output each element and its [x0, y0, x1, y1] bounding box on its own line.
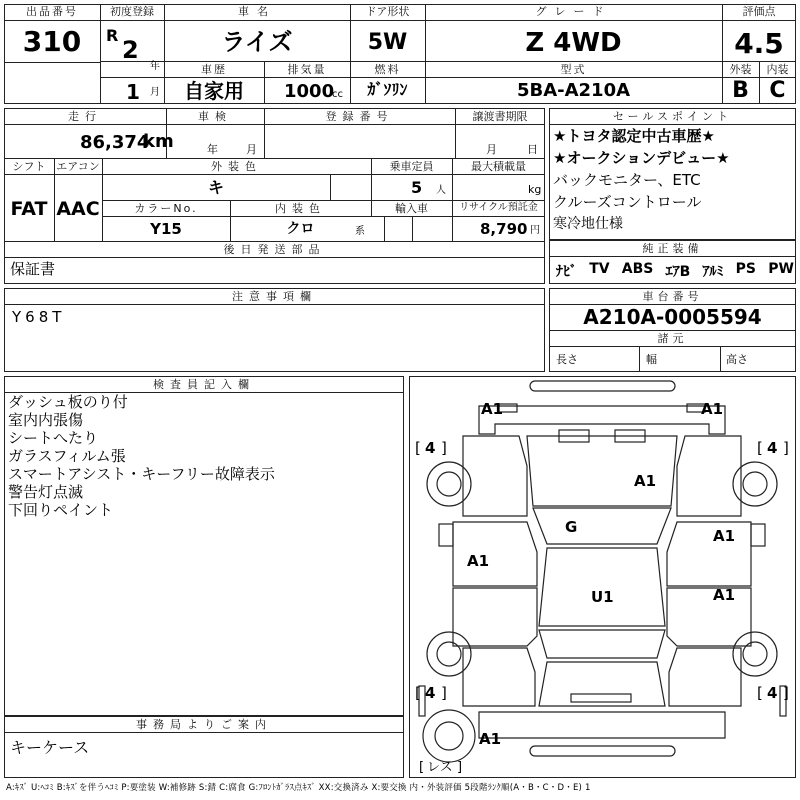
inspector-line: シートへたり — [8, 429, 99, 447]
equip-item: PW — [768, 261, 794, 277]
shift-label: シフト — [12, 160, 46, 173]
legend: A:ｷｽﾞ U:ﾍｺﾐ B:ｷｽﾞを伴うﾍｺﾐ P:要塗装 W:補修跡 S:錆 C:腐食 G:ﾌﾛﾝﾄｶﾞﾗｽ点ｷｽﾞ XX:交換済み X:要交換 内・外装評価 5段階ﾗﾝｸ順(A・B・C・D・E) 1 — [6, 783, 591, 793]
fuel-label: 燃料 — [374, 63, 401, 76]
front-door-left — [453, 522, 537, 586]
grade-label: グレード — [535, 5, 612, 18]
rear-door-right — [667, 588, 751, 646]
load-label: 最大積載量 — [471, 160, 526, 173]
model-label: 型式 — [560, 63, 587, 76]
rear-plate — [571, 694, 631, 702]
inspector-line: 室内内張傷 — [8, 411, 84, 429]
color-label: 外装色 — [211, 160, 262, 173]
front-fender-left — [463, 436, 527, 516]
reg-label: 初度登録 — [110, 5, 154, 18]
inspector-line: ダッシュ板のり付 — [8, 393, 128, 411]
equip-item: ﾅﾋﾞ — [556, 264, 577, 280]
rear-fender-right — [669, 648, 741, 706]
reg-era: R — [106, 26, 119, 45]
spec-length: 長さ — [556, 353, 578, 366]
lot-number: 310 — [22, 25, 82, 58]
equip-item: TV — [589, 261, 610, 277]
recycle-label: リサイクル預託金 — [459, 202, 538, 213]
sales-line: ★トヨタ認定中古車歴★ — [553, 127, 715, 145]
mark-glass: G — [565, 518, 578, 536]
int-color-suffix: 系 — [355, 226, 365, 237]
lot-label: 出品番号 — [26, 5, 78, 18]
mark-door-right-rear: A1 — [713, 586, 736, 604]
mark-hood: A1 — [634, 472, 657, 490]
inspect-year-unit: 年 — [207, 143, 218, 156]
tire-depth-fl-val: 4 — [425, 439, 436, 457]
score-label: 評価点 — [742, 5, 776, 18]
notes-label: 注意事項欄 — [232, 290, 317, 303]
front-door-right — [667, 522, 751, 586]
hist-label: 車歴 — [201, 63, 227, 76]
rear-bumper — [479, 712, 725, 738]
tire-depth-fr: [ — [757, 439, 763, 457]
ext-grade: B — [732, 78, 749, 103]
disp-unit: cc — [332, 89, 343, 100]
tire-depth-fr-val: 4 — [767, 439, 778, 457]
reg-year: 2 — [122, 36, 139, 64]
tire-depth-fl: [ — [415, 439, 421, 457]
mark-front-left: A1 — [481, 400, 504, 418]
car-name: ライズ — [221, 28, 293, 56]
hood — [527, 436, 677, 506]
spec-label: 諸元 — [657, 332, 688, 345]
tire-fl — [427, 462, 471, 506]
svg-text:]: ] — [783, 439, 789, 457]
chassis-label: 車台番号 — [642, 290, 703, 303]
front-bumper-bar — [530, 381, 675, 391]
tire-rr — [733, 632, 777, 676]
mark-rear: A1 — [479, 730, 502, 748]
tire-depth-rr-val: 4 — [767, 684, 778, 702]
shift: FAT — [10, 198, 48, 220]
office-label: 事務局よりご案内 — [136, 718, 272, 731]
name-label: 車名 — [238, 5, 276, 18]
transfer-month-unit: 月 — [486, 143, 497, 156]
inspect-month-unit: 月 — [246, 143, 257, 156]
sales-line: バックモニター、ETC — [553, 171, 701, 189]
equip-label: 純正装備 — [642, 242, 703, 255]
tire-depth-rl: [ — [415, 684, 421, 702]
rear-fender-left — [463, 648, 535, 706]
svg-text:[: [ — [419, 760, 425, 775]
mirror-right — [751, 524, 765, 546]
tire-fr — [733, 462, 777, 506]
reg-no-label: 登録番号 — [325, 110, 394, 123]
roof — [539, 548, 665, 626]
inspector-line: 下回りペイント — [8, 501, 114, 519]
seats-label: 乗車定員 — [389, 160, 434, 173]
front-fender-right — [677, 436, 741, 516]
svg-text:]: ] — [783, 684, 789, 702]
disp-label: 排気量 — [287, 63, 327, 76]
ac-label: エアコン — [56, 160, 100, 173]
sales-line: 寒冷地仕様 — [553, 216, 623, 232]
notes-text: Y68T — [12, 308, 66, 326]
recycle-unit: 円 — [530, 225, 540, 236]
color: キ — [207, 178, 224, 197]
equip-item: ｴｱB — [665, 264, 691, 280]
mileage-label: 走行 — [68, 110, 102, 123]
inspector-line: スマートアシスト・キーフリー故障表示 — [8, 465, 275, 483]
seats: 5 — [411, 178, 423, 197]
grade: Z 4WD — [525, 28, 622, 58]
int-label: 内装 — [766, 63, 789, 76]
door-type: 5W — [367, 30, 408, 55]
equip-item: PS — [735, 261, 757, 277]
equip-item: ｱﾙﾐ — [702, 264, 724, 280]
spare-tire — [423, 710, 475, 762]
svg-text:]: ] — [457, 760, 463, 775]
transfer-label: 譲渡書期限 — [472, 110, 528, 123]
inspector-line: ガラスフィルム張 — [8, 447, 126, 465]
score: 4.5 — [734, 27, 784, 60]
svg-text:]: ] — [441, 439, 447, 457]
mark-door-right-front: A1 — [713, 527, 736, 545]
load-unit: kg — [528, 183, 542, 196]
fuel: ｶﾞｿﾘﾝ — [367, 80, 408, 99]
mark-front-right: A1 — [701, 400, 724, 418]
mirror-left — [439, 524, 453, 546]
sales-label: セールスポイント — [612, 110, 732, 123]
rear-window — [539, 630, 665, 658]
transfer-day-unit: 日 — [527, 143, 538, 156]
inspector-list — [8, 395, 402, 521]
seats-unit: 人 — [436, 185, 446, 196]
inspector-label: 検査員記入欄 — [153, 378, 255, 391]
inspector-line: 警告灯点滅 — [8, 483, 84, 501]
spare-status: レス — [427, 760, 453, 775]
spec-height: 高さ — [726, 353, 748, 366]
later-label: 後日発送部品 — [223, 243, 326, 256]
ac: AAC — [56, 198, 100, 220]
office-text: キーケース — [10, 738, 90, 757]
int-grade: C — [769, 78, 786, 103]
color-no-label: カラーNo. — [134, 202, 198, 215]
equip-item: ABS — [621, 261, 654, 277]
model-code: 5BA-A210A — [516, 80, 631, 101]
hist: 自家用 — [184, 79, 244, 103]
color-no: Y15 — [150, 220, 182, 238]
rear-bumper-bar — [530, 746, 675, 756]
rear-door-left — [453, 588, 537, 646]
later-parts: 保証書 — [10, 260, 56, 278]
hatch — [539, 662, 665, 706]
tire-depth-rr: [ — [757, 684, 763, 702]
mark-door-left: A1 — [467, 552, 490, 570]
inspect-label: 車検 — [198, 110, 232, 123]
front-bumper — [479, 406, 725, 434]
ext-label: 外装 — [729, 63, 752, 76]
year-unit-label: 年 — [150, 61, 160, 72]
mark-roof: U1 — [591, 588, 614, 606]
import-label: 輸入車 — [395, 202, 428, 215]
int-color-label: 内装色 — [275, 202, 326, 215]
sales-list — [553, 129, 793, 237]
reg-month: 1 — [126, 80, 140, 104]
month-unit-label: 月 — [150, 87, 160, 98]
mileage: 86,374 — [80, 132, 150, 153]
tire-rl — [427, 632, 471, 676]
door-label: ドア形状 — [365, 5, 410, 18]
int-color: クロ — [286, 221, 315, 237]
mileage-unit: km — [143, 131, 174, 152]
sales-line: ★オークションデビュー★ — [553, 149, 730, 167]
recycle-amount: 8,790 — [480, 220, 528, 238]
svg-text:]: ] — [441, 684, 447, 702]
windshield — [533, 508, 671, 544]
tire-depth-rl-val: 4 — [425, 684, 436, 702]
spec-width: 幅 — [646, 353, 657, 366]
car-diagram — [409, 376, 796, 778]
equip-list — [556, 261, 794, 281]
chassis-number: A210A-0005594 — [583, 305, 762, 329]
displacement: 1000 — [284, 81, 335, 102]
sales-line: クルーズコントロール — [553, 193, 702, 211]
